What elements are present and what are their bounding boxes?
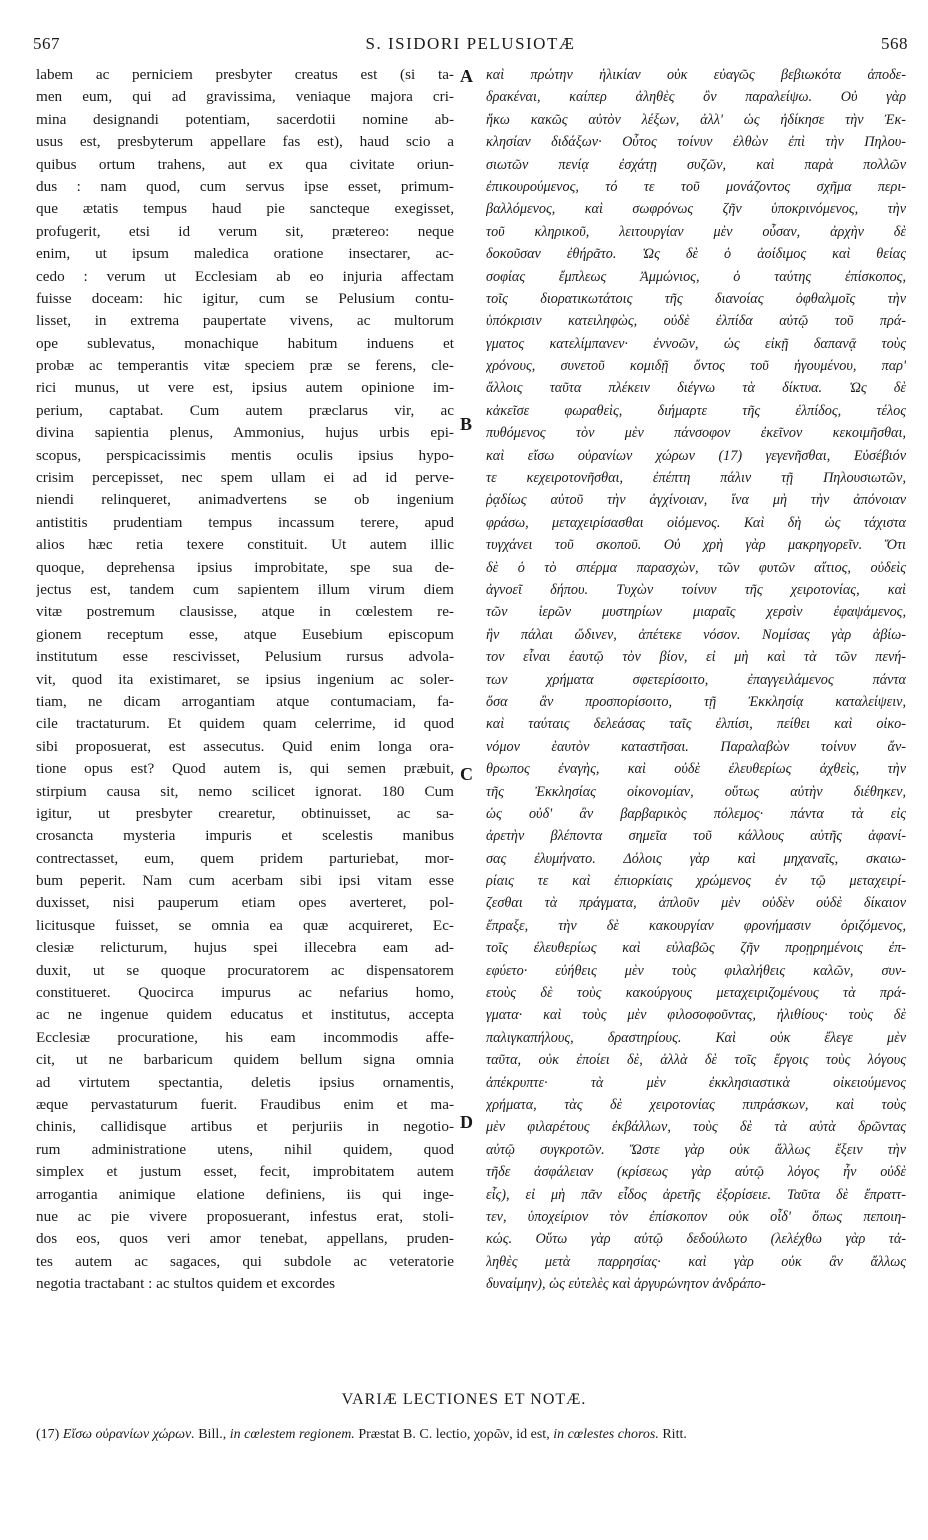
greek-text-line: ἔπραξε, τὴν δὲ κακουργίαν φρονήμασιν ὁριζόμενος, (486, 917, 906, 934)
greek-column (486, 64, 906, 1384)
latin-text-line: negotia tractabant : ac stultos quidem et excordes (36, 1275, 336, 1293)
section-marker-c: C (460, 764, 473, 784)
greek-text-line: ετοὺς δὲ τοὺς κακούργους μεταχειριζομένους τὰ πρά- (486, 985, 906, 1002)
footnote-number: (17) (36, 1427, 60, 1442)
latin-text-line: licitusque fuisset, se omnia ea quæ acquireret, Ec- (36, 916, 454, 934)
greek-text-line: δρακέναι, καίπερ ἀληθὲς ὂν παραλείψω. Οὐ γὰρ (486, 89, 906, 106)
latin-text-line: duxisset, nisi pauperum etiam opes averteret, pol- (36, 894, 454, 912)
greek-text-line: δυναίμην), ὡς εὐτελὲς καὶ ἀργυρώνητον ἀνδράπο- (486, 1276, 766, 1293)
latin-text-line: simplex et justum esset, fecit, improbitatem autem (36, 1163, 454, 1181)
greek-text-line: γματα· καὶ τοὺς μὲν φιλοσοφοῦντας, ἠλιθίους· τοὺς δὲ (486, 1007, 906, 1024)
latin-text-line: duxit, ut se quoque procuratorem ac dispensatorem (36, 961, 454, 979)
latin-text-line: rici munus, ut vere est, ipsius autem opinione im- (36, 379, 454, 397)
latin-text-line: sibi proposuerat, est assecutus. Quid enim longa ora- (36, 737, 454, 755)
latin-text-line: ope sublevatus, monachique habitum induens et (36, 334, 454, 352)
latin-text-line: enim, ut ipsum maledica oratione insectarer, ac- (36, 245, 454, 263)
greek-text-line: ἣν πάλαι ὤδινεν, ἀπέτεκε νόσον. Νομίσας γὰρ ἀβίω- (486, 626, 906, 643)
latin-text-line: gionem receptum esse, atque Eusebium episcopum (36, 625, 454, 643)
latin-text-line: contrectasset, eum, quem pridem parturiebat, mor- (36, 849, 454, 867)
latin-text-line: chinis, callidisque artibus et perjuriis in negotio- (36, 1118, 454, 1136)
greek-text-line: ῥᾳδίως αὐτοῦ τὴν ἀγχίνοιαν, ἵνα μὴ τὴν ἀπόνοιαν (486, 492, 906, 509)
greek-text-line: ὅσα ἂν προσπορίσοιτο, τῇ Ἐκκλησίᾳ καταλείψειν, (486, 693, 906, 710)
latin-text-line: divina sapientia plenus, Ammonius, hujus urbis epi- (36, 424, 454, 442)
greek-text-line: τυγχάνει τοῦ σκοποῦ. Οὐ χρὴ γὰρ μακρηγορεῖν. Ὅτι (486, 537, 906, 554)
greek-text-line: κώς. Οὕτω γὰρ αὐτῷ δεδούλωτο (λελέχθω γὰρ τἀ- (486, 1231, 906, 1248)
latin-text-line: bum peperit. Nam cum acerbam sibi ipsi vitam esse (36, 872, 454, 890)
latin-text-line: usus est, presbyterum appellare fas est), haud scio a (36, 133, 454, 151)
section-marker-b: B (460, 414, 473, 434)
latin-text-line: profugerit, etsi id verum sit, prætereo: neque (36, 222, 454, 240)
latin-text-line: perium, captabat. Cum autem præclarus vir, ac (36, 401, 454, 419)
latin-text-line: quibus ortum trahens, aut ex qua civitate oriun- (36, 155, 454, 173)
greek-text-line: ζεσθαι τὰ πράγματα, ἁπλοῦν μὲν οὐδὲν οὐδὲ δίκαιον (486, 895, 906, 912)
greek-text-line: τῆς Ἐκκλησίας οἰκονομίαν, οὕτως αὐτὴν διέθηκεν, (486, 783, 906, 800)
greek-text-line: ἀρετὴν βλέποντα σημεῖα τοῦ κάλλους αὐτῆς ἀφανί- (486, 828, 906, 845)
latin-text-line: alios hæc retia texere constituit. Ut autem illic (36, 536, 454, 554)
greek-text-line: φράσω, μεταχειρίσασθαι οἰόμενος. Καὶ δὴ ὡς τάχιστα (486, 514, 906, 531)
latin-text-line: crosancta mysteria impuris et scelestis manibus (36, 827, 454, 845)
latin-text-line: fuisse doceam: hic igitur, cum se Pelusium contu- (36, 289, 454, 307)
greek-text-line: τεν, ὑποχείριον τὸν ἐπίσκοπον οὐκ οἶδ' ὅπως πεποιη- (486, 1208, 906, 1225)
greek-text-line: γματος κατελίμπανεν· ἐννοῶν, ὡς εἰκῇ δαπανᾷ τοὺς (486, 335, 906, 352)
latin-text-line: tes autem ac sagaces, qui subdole ac veteratorie (36, 1252, 454, 1270)
latin-text-line: probæ ac temperantis vitæ speciem præ se ferens, cle- (36, 357, 454, 375)
greek-text-line: ὡς οὐδ' ἂν βαρβαρικὸς πόλεμος· πάντα τὰ εἰς (486, 805, 906, 822)
greek-text-line: νόμον ἑαυτὸν καταστῆσαι. Παραλαβὼν τοίνυν ἄν- (486, 738, 906, 755)
latin-text-line: nue ac pie vivere proposuerant, infestus erat, stoli- (36, 1207, 454, 1225)
greek-text-line: τῆδε ἀσφάλειαν (κρίσεως γὰρ αὐτῷ λόγος ἦν οὐδὲ (486, 1164, 906, 1181)
latin-text-line: stirpium causa sit, nemo scilicet ignorat. 180 Cum (36, 782, 454, 800)
section-marker-d: D (460, 1112, 473, 1132)
greek-text-line: δοκοῦσαν ἐθήρᾶτο. Ὡς δὲ ὁ ἀοίδιμος καὶ θείας (486, 246, 906, 263)
greek-text-line: βαλλόμενος, καὶ σωφρόνως ζῆν ὑποκρινόμενος, τὴν (486, 201, 906, 218)
footnote-ritt: Ritt. (662, 1427, 687, 1442)
greek-text-line: ἄλλοις ταῦτα πλέκειν διέγνω τὰ δίκτυα. Ὡς δὲ (486, 380, 906, 397)
latin-text-line: vit, quod ita existimaret, se ipsius ingenium ac soler- (36, 670, 454, 688)
latin-text-line: ac ne ingenue quidem educatus et institutus, accepta (36, 1006, 454, 1024)
greek-text-line: τοῦ κληρικοῦ, λειτουργίαν μὲν οὖσαν, ἀρχὴν δὲ (486, 223, 906, 240)
greek-text-line: μὲν φιλαρέτους ἐκβάλλων, τοὺς δὲ τὰ αὐτὰ δρῶντας (486, 1119, 906, 1136)
latin-text-line: men eum, qui ad gravissima, veniaque majora cri- (36, 88, 454, 106)
greek-text-line: ἐπικουρούμενος, τό τε τοῦ μονάζοντος σχῆμα περι- (486, 178, 906, 195)
latin-text-line: arrogantia animique elatione definiens, iis qui inge- (36, 1185, 454, 1203)
latin-text-line: quoque, deprehensa ipsius improbitate, spe sua de- (36, 558, 454, 576)
greek-text-line: κἀκεῖσε φωραθεὶς, διήμαρτε τῆς ἐλπίδος, τέλος (486, 402, 906, 419)
running-title: S. ISIDORI PELUSIOTÆ (365, 34, 576, 53)
greek-text-line: τῶν ἱερῶν μυστηρίων μιαραῖς χερσὶν ἐφαψάμενος, (486, 604, 906, 621)
latin-text-line: institutum esse rescivisset, Pelusium rursus advola- (36, 648, 454, 666)
page-number-left: 567 (33, 34, 60, 53)
greek-text-line: σας ἐλυμήνατο. Δόλοις γὰρ καὶ μηχαναῖς, σκαιω- (486, 850, 906, 867)
latin-text-line: antistitis prudentiam tempus incassum terere, apud (36, 513, 454, 531)
greek-text-line: χρήματα, τὰς δὲ χειροτονίας πιπράσκων, καὶ τοὺς (486, 1096, 906, 1113)
greek-text-line: τον εἶναι ἑαυτῷ τὸν βίον, εἰ μὴ καὶ τὰ τῶν πενή- (486, 649, 906, 666)
greek-text-line: τοῖς ἐλευθερίως καὶ εὐλαβῶς ζῆν προῃρημένοις ἐπ- (486, 940, 906, 957)
greek-text-line: παλιγκαπήλους, δραστηρίους. Καὶ οὐκ ἔλεγε μὲν (486, 1029, 906, 1046)
latin-text-line: crisim percepisset, nec spem ullam ei ad id perve- (36, 469, 454, 487)
greek-text-line: ρίαις τε καὶ ἐπιορκίαις χρώμενος ἐν τῷ μεταχειρί- (486, 873, 906, 890)
latin-text-line: cedo : verum ut Ecclesiam ab eo injuria affectam (36, 267, 454, 285)
greek-text-line: σοφίας ἔμπλεως Ἀμμώνιος, ὁ ταύτης ἐπίσκοπος, (486, 268, 906, 285)
notes-title: VARIÆ LECTIONES ET NOTÆ. (341, 1391, 587, 1408)
greek-text-line: κλησίαν διδάξων· Οὗτος τοίνυν ἐλθὼν ἐπὶ τὴν Πηλου- (486, 134, 906, 151)
greek-text-line: τε κεχειροτονῆσθαι, ἐπέπτη πάλιν τῇ Πηλουσιωτῶν, (486, 470, 906, 487)
greek-text-line: ληθὲς μετὰ παρρησίας· καὶ γὰρ οὐκ ἂν ἄλλως (486, 1253, 906, 1270)
greek-text-line: τοῖς διορατικωτάτοις τῆς διανοίας ὀφθαλμοῖς τὴν (486, 290, 906, 307)
latin-text-line: que ætatis tempus haud pie sancteque exegisset, (36, 200, 454, 218)
latin-text-line: scopus, perspicacissimis mentis oculis ipsius hypo- (36, 446, 454, 464)
latin-text-line: clesiæ relicturum, hujus spei illecebra eam ad- (36, 939, 454, 957)
latin-text-line: dus : nam quod, cum servus ipse esset, primum- (36, 177, 454, 195)
footnote-greek: Εἴσω οὐρανίων χώρων. (62, 1427, 195, 1442)
page-header (33, 28, 908, 62)
footnote-bill: Bill., (198, 1427, 227, 1442)
latin-text-line: labem ac perniciem presbyter creatus est (si ta- (36, 66, 454, 83)
greek-text-line: χρόνους, συνετοῦ κομιδῇ ὄντος τοῦ ἡγουμένου, παρ' (486, 358, 906, 375)
latin-column (36, 64, 454, 1384)
greek-text-line: σιωτῶν πενίᾳ ἐσχάτῃ συζῶν, καὶ παρὰ πολλῶν (486, 156, 906, 173)
greek-text-line: δὲ ὁ τὸ σπέρμα παρασχὼν, τῶν φυτῶν αἴτιος, οὐδεὶς (486, 559, 906, 576)
greek-text-line: ἀγνοεῖ δήπου. Τυχὼν τοίνυν τῆς χειροτονίας, καὶ (486, 581, 906, 598)
greek-text-line: ἀπέκρυπτε· τὰ μὲν ἐκκλησιαστικὰ οἰκειούμενος (486, 1074, 906, 1091)
latin-text-line: igitur, ut presbyter crearetur, obtinuisset, ac sa- (36, 804, 454, 822)
footnote-text: Præstat B. C. lectio, χορῶν, id est, (358, 1427, 550, 1442)
latin-text-line: lisset, in extrema paupertate vivens, ac multorum (36, 312, 454, 330)
greek-text-line: καὶ πρώτην ἡλικίαν οὐκ εὐαγῶς βεβιωκότα ἀποδε- (486, 67, 906, 83)
footnote-latin2: in cœlestes choros. (553, 1427, 659, 1442)
greek-text-line: ὑπόκρισιν κατειληφὼς, οὐδὲ ἐλπίδα αὐτῷ τοῦ πρά- (486, 313, 906, 330)
footnote (36, 1424, 906, 1446)
greek-text-line: καὶ ταύταις δελεάσας ταῖς ἐλπίσι, πείθει καὶ οἰκο- (486, 716, 906, 733)
latin-text-line: mina designandi potentiam, sacerdotii nomine ab- (36, 110, 454, 128)
latin-text-line: vitæ postremum clausisse, atque in cœlestem re- (36, 603, 454, 621)
greek-text-line: καὶ εἴσω οὐρανίων χώρων (17) γεγενῆσθαι, Εὐσέβιόν (486, 447, 906, 464)
latin-text-line: Ecclesiæ procuratione, his eam incommodis affe- (36, 1028, 454, 1046)
greek-text-line: ταῦτα, οὐκ ἐποίει δὲ, ἀλλὰ δὲ τοῖς ἔργοις τοὺς λόγους (486, 1052, 906, 1069)
greek-text-line: εφύετο· εὐήθεις μὲν τοὺς φιλαλήθεις καλῶν, συν- (486, 962, 906, 979)
latin-text-line: æque pervastaturum fuerit. Fraudibus enim et ma- (36, 1095, 454, 1113)
greek-text-line: αὐτῷ συγκροτῶν. Ὥστε γὰρ οὐκ ἄλλως ἔξειν τὴν (486, 1141, 906, 1158)
greek-text-line: ἥκω κακῶς αὐτὸν λέξων, ἀλλ' ὡς ἠδίκησε τὴν Ἐκ- (486, 111, 906, 128)
latin-text-line: ad virtutem spectantia, deletis ipsius ornamentis, (36, 1073, 454, 1091)
latin-text-line: niendi relinqueret, animadvertens se ob ingenium (36, 491, 454, 509)
footnote-latin: in cœlestem regionem. (229, 1427, 355, 1442)
latin-text-line: tione opus est? Quod autem is, qui semen præbuit, (36, 760, 454, 778)
page-number-right: 568 (881, 34, 908, 53)
latin-text-line: jectus est, tandem cum sapientem illum virum diem (36, 580, 454, 598)
section-marker-a: A (460, 66, 473, 86)
greek-text-line: θρωπος ἐναγὴς, καὶ οὐδὲ ἐλευθερίως ἀχθεὶς, τὴν (486, 761, 906, 778)
latin-text-line: dos eos, quos veri amor tenebat, appellans, pruden- (36, 1230, 454, 1248)
latin-text-line: constitueret. Quocirca impurus ac nefarius homo, (36, 984, 454, 1002)
latin-text-line: rum administratione utens, nihil quidem, quod (36, 1140, 454, 1158)
greek-text-line: εἷς), εἰ μὴ πᾶν εἶδος ἀρετῆς ἐξορίσειε. Ταῦτα δὲ ἔπραττ- (486, 1186, 906, 1203)
latin-text-line: tiam, ne dicam arrogantiam atque contumaciam, fa- (36, 692, 454, 710)
greek-text-line: πυθόμενος τὸν μὲν πάνσοφον ἐκεῖνον κεκοιμῆσθαι, (486, 425, 906, 442)
latin-text-line: cile tractaturum. Et quidem quam celerrime, id quod (36, 715, 454, 733)
latin-text-line: cit, ut ne barbaricum quidem bellum signa omnia (36, 1051, 454, 1069)
greek-text-line: των χρήματα σφετερίσοιτο, ἐπαγγειλάμενος πάντα (486, 671, 906, 688)
